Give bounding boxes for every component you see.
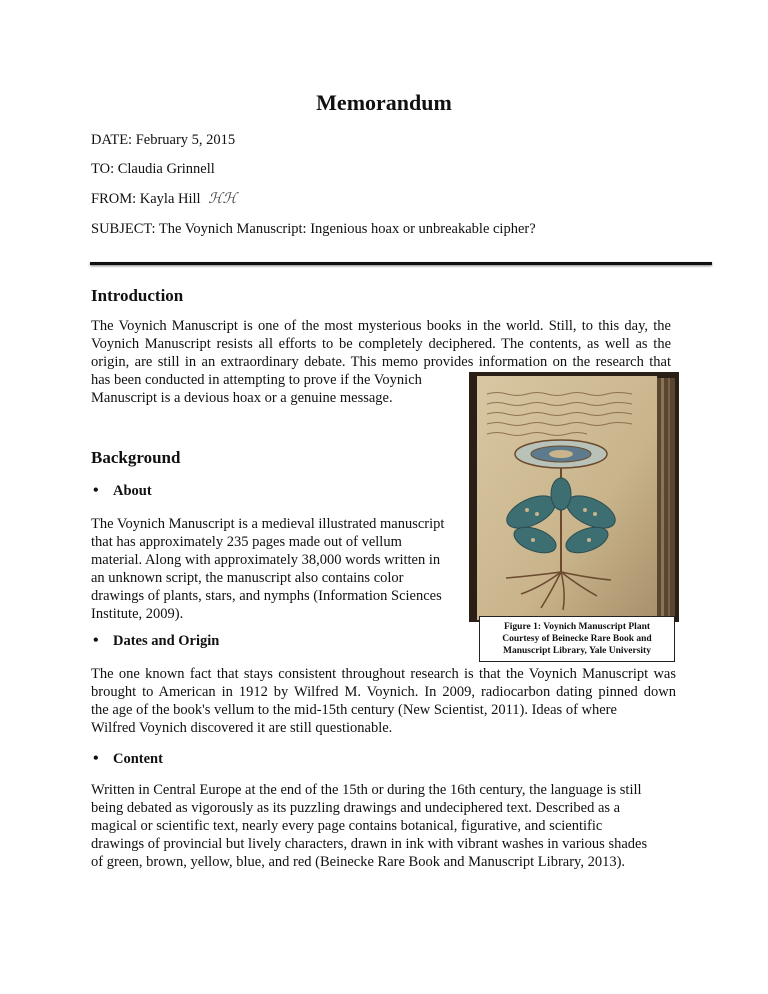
voynich-figure [469,372,679,660]
dates-origin-paragraph-continued [91,701,617,737]
bullet-icon: • [93,482,99,499]
memo-from-text: FROM: Kayla Hill [91,191,201,207]
about-line: The Voynich Manuscript is a medieval illustrated manuscript [91,516,445,532]
introduction-line: Manuscript is a devious hoax or a genuine message. [91,390,393,406]
bullet-about [93,482,152,500]
figure-caption-line: Figure 1: Voynich Manuscript Plant [503,622,651,632]
introduction-heading: Introduction [91,286,184,305]
about-line: Institute, 2009). [91,606,184,622]
dates-origin-line: brought to American in 1912 by Wilfred M. Voynich. In 2009, radiocarbon dating pinned down [91,684,676,700]
dates-origin-line: Wilfred Voynich discovered it are still questionable. [91,720,393,736]
about-line: an unknown script, the manuscript also contains color [91,570,404,586]
memo-initials: ℋℋ [208,191,237,207]
dates-origin-paragraph [91,665,676,701]
about-line: drawings of plants, stars, and nymphs (Information Sciences [91,588,442,604]
dates-origin-line: the age of the book's vellum to the mid-15th century (New Scientist, 2011). Ideas of where [91,702,617,718]
introduction-paragraph [91,317,671,371]
bullet-dates-origin [93,632,219,650]
bullet-dates-origin-title: Dates and Origin [113,633,220,649]
bullet-about-title: About [113,483,152,499]
bullet-content [93,750,163,768]
content-line: being debated as vigorously as its puzzling drawings and undeciphered text. Described as a [91,800,621,816]
memo-title: Memorandum [316,90,452,115]
header-divider [90,262,712,265]
about-line: that has approximately 235 pages made out of vellum [91,534,402,550]
about-line: material. Along with approximately 38,000 words written in [91,552,441,568]
content-line: Written in Central Europe at the end of the 15th or during the 16th century, the language is still [91,782,642,798]
introduction-paragraph-continued [91,371,422,407]
memo-date: DATE: February 5, 2015 [91,132,236,148]
bullet-content-title: Content [113,751,163,767]
figure-caption [479,616,675,662]
content-line: magical or scientific text, nearly every page contains botanical, figurative, and scientific [91,818,603,834]
figure-caption-line: Manuscript Library, Yale University [503,646,651,656]
content-line: drawings of provincial but lively characters, drawn in ink with vibrant washes in various shades [91,836,648,852]
introduction-line: has been conducted in attempting to prove if the Voynich [91,372,422,388]
introduction-line: The Voynich Manuscript is one of the most mysterious books in the world. Still, to this day, the [91,318,671,334]
introduction-line: Voynich Manuscript resists all efforts to be completely deciphered. The contents, as well as the [91,336,671,352]
content-line: of green, brown, yellow, blue, and red (Beinecke Rare Book and Manuscript Library, 2013). [91,854,626,870]
memo-to: TO: Claudia Grinnell [91,161,215,177]
about-paragraph [91,515,444,623]
bullet-icon: • [93,750,99,767]
introduction-line: origin, are still in an extraordinary debate. This memo provides information on the research that [91,354,671,370]
dates-origin-line: The one known fact that stays consistent throughout research is that the Voynich Manuscript was [91,666,676,682]
bullet-icon: • [93,632,99,649]
voynich-plant-image [469,372,679,622]
content-paragraph [91,781,647,871]
background-heading: Background [91,448,181,467]
memo-subject: SUBJECT: The Voynich Manuscript: Ingenious hoax or unbreakable cipher? [91,221,536,237]
memo-from [91,191,237,208]
figure-caption-line: Courtesy of Beinecke Rare Book and [502,634,652,644]
